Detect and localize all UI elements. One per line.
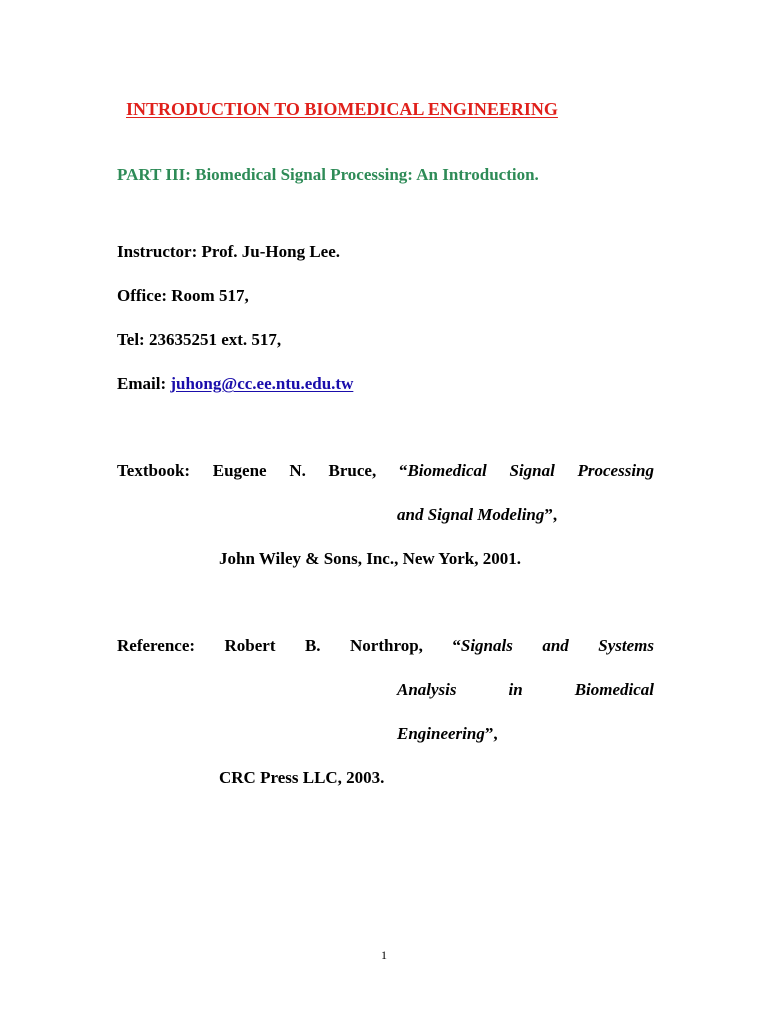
reference-quote-open: “ xyxy=(452,636,461,655)
reference-title-word-4: Analysis xyxy=(397,680,457,699)
reference-line-3 xyxy=(397,724,498,744)
textbook-title-text-1: Biomedical Signal Processing xyxy=(407,461,655,480)
textbook-title-line-1 xyxy=(399,461,654,480)
page-number: 1 xyxy=(381,948,387,962)
reference-line-2 xyxy=(397,680,654,700)
textbook-title-text-2: and Signal Modeling xyxy=(397,505,545,524)
reference-publisher: CRC Press LLC, 2003. xyxy=(219,768,385,787)
textbook-publisher: John Wiley & Sons, Inc., New York, 2001. xyxy=(219,549,521,568)
reference-line-1 xyxy=(117,636,654,656)
reference-title-word-7: Engineering xyxy=(397,724,485,743)
reference-author-last: Northrop, xyxy=(350,636,423,655)
document-title: INTRODUCTION TO BIOMEDICAL ENGINEERING xyxy=(126,99,558,119)
textbook-quote-open: “ xyxy=(398,461,408,480)
reference-title-word-3: Systems xyxy=(598,636,654,655)
textbook-quote-close: ”, xyxy=(544,505,558,524)
reference-label: Reference: xyxy=(117,636,196,655)
textbook-line-2 xyxy=(397,505,557,525)
tel-line: Tel: 23635251 ext. 517, xyxy=(117,330,282,349)
textbook-author-last: Bruce, xyxy=(328,461,377,480)
instructor-line: Instructor: Prof. Ju-Hong Lee. xyxy=(117,242,341,261)
textbook-label: Textbook: xyxy=(117,461,191,480)
email-line xyxy=(117,374,353,394)
textbook-line-1 xyxy=(117,461,654,481)
reference-quote-close: ”, xyxy=(484,724,498,743)
reference-author-first: Robert xyxy=(224,636,276,655)
office-line: Office: Room 517, xyxy=(117,286,249,305)
reference-title-text-1: Signals xyxy=(460,636,513,655)
reference-title-word-1 xyxy=(452,636,512,655)
textbook-author-middle: N. xyxy=(289,461,306,480)
part-heading: PART III: Biomedical Signal Processing: An Introduction. xyxy=(117,165,539,184)
email-link[interactable]: juhong@cc.ee.ntu.edu.tw xyxy=(170,374,354,393)
reference-title-word-6: Biomedical xyxy=(574,680,655,699)
textbook-author-first: Eugene xyxy=(212,461,267,480)
reference-title-word-2: and xyxy=(542,636,569,655)
email-label: Email: xyxy=(117,374,171,393)
reference-author-middle: B. xyxy=(304,636,321,655)
reference-title-word-5: in xyxy=(508,680,523,699)
